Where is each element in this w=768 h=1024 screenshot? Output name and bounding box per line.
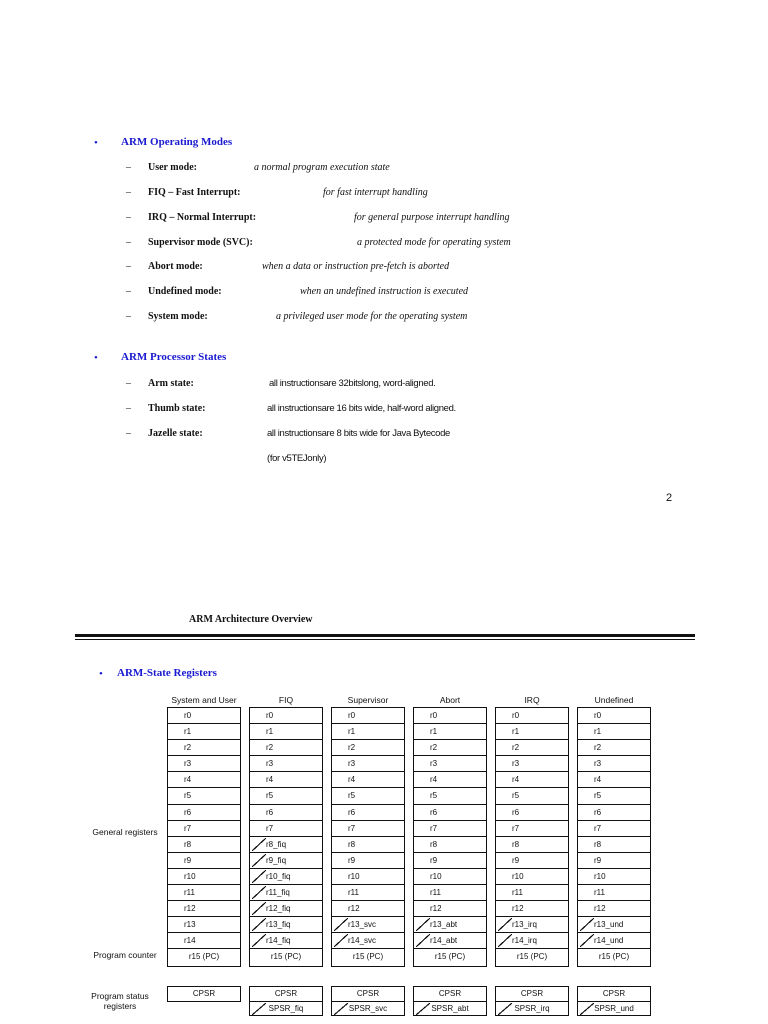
- list-item: [126, 378, 626, 394]
- cpsr-cell: CPSR: [274, 989, 298, 998]
- register-cell: r7: [168, 821, 240, 837]
- register-cell: r8: [578, 837, 650, 853]
- status-register-column: [577, 986, 651, 1016]
- register-cell: r15 (PC): [188, 952, 220, 962]
- register-column: [331, 707, 405, 967]
- register-cell: r7: [414, 821, 486, 837]
- spsr-cell: SPSR_irq: [496, 1001, 568, 1015]
- list-item: [126, 428, 626, 444]
- register-cell: r11_fiq: [250, 885, 322, 901]
- register-cell: r1: [414, 724, 486, 740]
- dash: –: [126, 187, 131, 198]
- register-cell: r3: [496, 756, 568, 772]
- mode-desc: a normal program execution state: [254, 162, 390, 173]
- register-cell: r1: [168, 724, 240, 740]
- column-header: IRQ: [524, 695, 540, 705]
- register-cell: r2: [168, 740, 240, 756]
- cpsr-cell: CPSR: [602, 989, 626, 998]
- register-cell: r15 (PC): [598, 952, 630, 962]
- register-cell: r11: [414, 885, 486, 901]
- list-item: [126, 261, 626, 277]
- register-cell: r5: [496, 788, 568, 804]
- dash: –: [126, 162, 131, 173]
- register-cell: r14_und: [578, 933, 650, 949]
- register-column: [577, 707, 651, 967]
- register-cell: r13: [168, 917, 240, 933]
- register-cell: r13_irq: [496, 917, 568, 933]
- mode-desc: a privileged user mode for the operating system: [276, 311, 468, 322]
- register-cell: r12: [332, 901, 404, 917]
- cpsr-cell: CPSR: [192, 989, 216, 998]
- spsr-cell: SPSR_fiq: [250, 1001, 322, 1015]
- state-desc: all instructionsare 16 bits wide, half-word aligned.: [267, 403, 456, 414]
- register-cell: r9: [578, 853, 650, 869]
- register-cell: r10: [332, 869, 404, 885]
- dash: –: [126, 403, 131, 414]
- column-header: System and User: [171, 695, 237, 705]
- header-rule: [75, 634, 695, 637]
- register-cell: r7: [578, 821, 650, 837]
- mode-term: User mode:: [148, 162, 197, 173]
- register-cell: r12: [578, 901, 650, 917]
- header-rule-thin: [75, 639, 695, 640]
- register-cell: r5: [578, 788, 650, 804]
- register-cell: r15 (PC): [434, 952, 466, 962]
- register-cell: r12_fiq: [250, 901, 322, 917]
- dash: –: [126, 286, 131, 297]
- register-cell: r6: [578, 805, 650, 821]
- column-header: FIQ: [278, 695, 294, 705]
- column-header: Abort: [439, 695, 461, 705]
- register-cell: r0: [496, 708, 568, 724]
- register-cell: r7: [496, 821, 568, 837]
- register-cell: r5: [250, 788, 322, 804]
- register-cell: r5: [168, 788, 240, 804]
- list-item: [126, 403, 626, 419]
- register-cell: r6: [168, 805, 240, 821]
- mode-term: FIQ – Fast Interrupt:: [148, 187, 241, 198]
- program-counter-label: Program counter: [93, 950, 157, 960]
- register-cell: r14_abt: [414, 933, 486, 949]
- register-cell: r14: [168, 933, 240, 949]
- mode-term: Undefined mode:: [148, 286, 222, 297]
- register-cell: r0: [578, 708, 650, 724]
- register-cell: r11: [332, 885, 404, 901]
- register-cell: r6: [414, 805, 486, 821]
- register-cell: r2: [332, 740, 404, 756]
- mode-desc: for general purpose interrupt handling: [354, 212, 510, 223]
- spsr-cell: SPSR_und: [578, 1001, 650, 1015]
- register-cell: r11: [578, 885, 650, 901]
- mode-desc: when a data or instruction pre-fetch is aborted: [262, 261, 450, 272]
- register-cell: r13_und: [578, 917, 650, 933]
- state-term: Thumb state:: [148, 403, 206, 414]
- mode-desc: when an undefined instruction is executed: [300, 286, 469, 297]
- column-header: Supervisor: [347, 695, 389, 705]
- register-cell: r12: [168, 901, 240, 917]
- register-cell: r11: [496, 885, 568, 901]
- register-cell: r4: [414, 772, 486, 788]
- register-cell: r2: [414, 740, 486, 756]
- register-cell: r8: [332, 837, 404, 853]
- register-cell: r0: [168, 708, 240, 724]
- register-cell: r9: [414, 853, 486, 869]
- general-registers-label: General registers: [92, 827, 158, 837]
- register-cell: r2: [496, 740, 568, 756]
- register-cell: r1: [496, 724, 568, 740]
- register-cell: r3: [414, 756, 486, 772]
- list-item: [126, 212, 626, 228]
- register-column: [167, 707, 241, 967]
- register-cell: r5: [414, 788, 486, 804]
- bullet: •: [94, 352, 98, 364]
- page-title: ARM Architecture Overview: [189, 614, 313, 625]
- register-cell: r15 (PC): [270, 952, 302, 962]
- register-cell: r10: [168, 869, 240, 885]
- register-cell: r7: [332, 821, 404, 837]
- list-item: [126, 311, 626, 327]
- register-cell: r0: [414, 708, 486, 724]
- register-cell: r9: [332, 853, 404, 869]
- dash: –: [126, 378, 131, 389]
- register-column: [413, 707, 487, 967]
- dash: –: [126, 212, 131, 223]
- register-column: [495, 707, 569, 967]
- register-cell: r4: [168, 772, 240, 788]
- spsr-cell: SPSR_svc: [332, 1001, 404, 1015]
- register-cell: r0: [332, 708, 404, 724]
- register-cell: r9_fiq: [250, 853, 322, 869]
- register-cell: r1: [332, 724, 404, 740]
- section-title-operating-modes: ARM Operating Modes: [121, 136, 233, 148]
- register-cell: r13_svc: [332, 917, 404, 933]
- register-cell: r6: [332, 805, 404, 821]
- mode-desc: for fast interrupt handling: [323, 187, 428, 198]
- register-column: [249, 707, 323, 967]
- column-header: Undefined: [594, 695, 634, 705]
- register-cell: r0: [250, 708, 322, 724]
- state-term: Arm state:: [148, 378, 194, 389]
- register-cell: r2: [578, 740, 650, 756]
- program-status-registers-label: Program status registers: [91, 991, 149, 1011]
- register-cell: r6: [496, 805, 568, 821]
- register-cell: r6: [250, 805, 322, 821]
- status-register-column: [167, 986, 241, 1002]
- register-cell: r5: [332, 788, 404, 804]
- register-cell: r4: [250, 772, 322, 788]
- register-cell: r2: [250, 740, 322, 756]
- section-title-processor-states: ARM Processor States: [121, 351, 227, 363]
- bullet: •: [99, 668, 103, 680]
- list-item: [126, 187, 626, 203]
- status-register-column: [331, 986, 405, 1016]
- register-cell: r10: [414, 869, 486, 885]
- register-cell: r4: [496, 772, 568, 788]
- register-cell: r14_irq: [496, 933, 568, 949]
- mode-term: Supervisor mode (SVC):: [148, 237, 253, 248]
- dash: –: [126, 428, 131, 439]
- dash: –: [126, 261, 131, 272]
- list-item: [126, 237, 626, 253]
- register-cell: r1: [250, 724, 322, 740]
- register-cell: r3: [168, 756, 240, 772]
- bullet: •: [94, 137, 98, 149]
- register-cell: r3: [250, 756, 322, 772]
- register-cell: r14_svc: [332, 933, 404, 949]
- cpsr-cell: CPSR: [520, 989, 544, 998]
- status-register-column: [249, 986, 323, 1016]
- state-desc: all instructionsare 32bitslong, word-aligned.: [269, 378, 436, 389]
- register-cell: r9: [496, 853, 568, 869]
- register-cell: r12: [496, 901, 568, 917]
- register-cell: r1: [578, 724, 650, 740]
- register-cell: r15 (PC): [352, 952, 384, 962]
- cpsr-cell: CPSR: [438, 989, 462, 998]
- state-desc-continuation: (for v5TEJonly): [267, 453, 327, 464]
- spsr-cell: SPSR_abt: [414, 1001, 486, 1015]
- register-cell: r10_fiq: [250, 869, 322, 885]
- list-item: [126, 286, 626, 302]
- register-cell: r8_fiq: [250, 837, 322, 853]
- register-cell: r14_fiq: [250, 933, 322, 949]
- register-cell: r13_fiq: [250, 917, 322, 933]
- list-item: [126, 162, 626, 178]
- dash: –: [126, 237, 131, 248]
- register-cell: r12: [414, 901, 486, 917]
- register-cell: r4: [578, 772, 650, 788]
- status-register-column: [495, 986, 569, 1016]
- mode-term: System mode:: [148, 311, 208, 322]
- register-cell: r4: [332, 772, 404, 788]
- page-number: 2: [666, 492, 673, 504]
- section-title-registers: ARM-State Registers: [117, 667, 217, 679]
- cpsr-cell: CPSR: [356, 989, 380, 998]
- state-term: Jazelle state:: [148, 428, 203, 439]
- status-register-column: [413, 986, 487, 1016]
- register-cell: r10: [496, 869, 568, 885]
- dash: –: [126, 311, 131, 322]
- register-cell: r15 (PC): [516, 952, 548, 962]
- mode-desc: a protected mode for operating system: [357, 237, 511, 248]
- register-cell: r9: [168, 853, 240, 869]
- register-cell: r10: [578, 869, 650, 885]
- mode-term: IRQ – Normal Interrupt:: [148, 212, 257, 223]
- register-cell: r3: [578, 756, 650, 772]
- mode-term: Abort mode:: [148, 261, 203, 272]
- register-cell: r8: [414, 837, 486, 853]
- register-cell: r8: [168, 837, 240, 853]
- register-cell: r11: [168, 885, 240, 901]
- register-cell: r8: [496, 837, 568, 853]
- register-cell: r13_abt: [414, 917, 486, 933]
- state-desc: all instructionsare 8 bits wide for Java Bytecode: [267, 428, 450, 439]
- register-cell: r7: [250, 821, 322, 837]
- continuation-text: [267, 453, 467, 469]
- register-cell: r3: [332, 756, 404, 772]
